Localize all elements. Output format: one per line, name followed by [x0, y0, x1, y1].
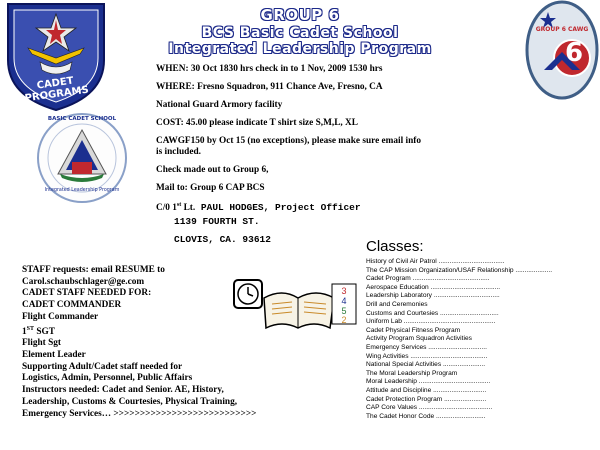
clipart-number-3: 5 [341, 306, 347, 316]
detail-where: WHERE: Fresno Squadron, 911 Chance Ave, Fresno, CA [156, 82, 383, 92]
class-item: Drill and Ceremonies [366, 300, 428, 308]
staff-commander: CADET COMMANDER [22, 300, 122, 311]
detail-when: WHEN: 30 Oct 1830 hrs check in to 1 Nov, 2009 1530 hrs [156, 64, 383, 74]
class-item: Customs and Courtesies ................................ [366, 309, 499, 317]
class-item: Emergency Services ................................ [366, 343, 487, 351]
staff-requests: STAFF requests: email RESUME to [22, 265, 165, 275]
class-item: Cadet Physical Fitness Program [366, 326, 461, 334]
detail-address-street: 1139 FOURTH ST. [174, 216, 260, 227]
clipart-number-4: 2 [341, 315, 347, 325]
staff-email: Carol.schaubschlager@ge.com [22, 276, 145, 287]
detail-address-city: CLOVIS, CA. 93612 [174, 234, 271, 245]
class-item: CAP Core Values ........................................ [366, 404, 493, 412]
class-item: National Special Activities ....................... [366, 361, 486, 369]
classes-list [366, 258, 598, 421]
group6-patch-number: 6 [564, 38, 584, 68]
center-seal-text-top: BASIC CADET SCHOOL [47, 116, 117, 122]
class-item: The Cadet Honor Code ........................... [366, 412, 486, 420]
staff-instructors-1: Instructors needed: Cadet and Senior. AE, History, [22, 385, 224, 396]
care-of-sup: st [176, 202, 182, 208]
class-item: Wing Activities .......................................... [366, 352, 488, 360]
clipart-number-2: 4 [341, 296, 347, 306]
detail-facility: National Guard Armory facility [156, 100, 283, 110]
class-item: Aerospace Education ...................................... [366, 283, 501, 291]
first-sgt-sup: ST [26, 325, 34, 332]
staff-flight-commander: Flight Commander [22, 311, 99, 322]
class-item: The CAP Mission Organization/USAF Relationship .................... [366, 266, 553, 274]
staff-element-leader: Element Leader [22, 350, 86, 361]
class-item: History of Civil Air Patrol .................................... [366, 258, 505, 265]
detail-check: Check made out to Group 6, [156, 165, 269, 175]
first-sgt-prefix: 1 [22, 326, 27, 337]
class-item: Attitude and Discipline ............................. [366, 386, 487, 394]
detail-care-of [156, 200, 361, 214]
clipart-number-1: 3 [341, 286, 347, 296]
first-sgt-suffix: SGT [34, 326, 55, 337]
title-line-school: BCS Basic Cadet School [201, 25, 399, 41]
staff-needed: CADET STAFF NEEDED FOR: [22, 288, 152, 299]
staff-instructors-2: Leadership, Customs & Courtesies, Physical Training, [22, 396, 238, 407]
detail-cost: COST: 45.00 please indicate T shirt size S,M,L, XL [156, 118, 358, 128]
class-item: The Moral Leadership Program [366, 369, 458, 377]
care-of-prefix: C/0 1 [156, 203, 177, 214]
staff-flight-sgt: Flight Sgt [22, 338, 61, 349]
detail-cawgf-line1: CAWGF150 by Oct 15 (no exceptions), please make sure email info [156, 136, 422, 146]
class-item: Moral Leadership ....................................... [366, 378, 491, 386]
care-of-name: PAUL HODGES, Project Officer [195, 202, 361, 214]
care-of-rank: Lt. [181, 203, 196, 214]
staff-support: Supporting Adult/Cadet staff needed for [22, 361, 183, 372]
class-item: Activity Program Squadron Activities [366, 335, 472, 343]
detail-cawgf-line2: is included. [156, 147, 201, 157]
classes-heading: Classes: [366, 238, 424, 255]
staff-first-sgt [22, 324, 362, 339]
detail-mail: Mail to: Group 6 CAP BCS [156, 183, 265, 193]
class-item: Cadet Program .......................................... [366, 275, 490, 283]
title-line-group: GROUP 6 [260, 6, 340, 24]
class-item: Leadership Laboratory .................................... [366, 292, 500, 300]
staff-logistics: Logistics, Admin, Personnel, Public Affairs [22, 373, 193, 384]
center-seal-text-bottom: Integrated Leadership Program [44, 188, 120, 193]
title-line-program: Integrated Leadership Program [168, 41, 432, 57]
group6-patch-label: GROUP 6 CAWG [535, 26, 589, 33]
class-item: Cadet Protection Program ....................... [366, 395, 487, 403]
staff-requests-block [22, 265, 362, 420]
staff-instructors-3: Emergency Services… >>>>>>>>>>>>>>>>>>>>>>>>>>> [22, 408, 257, 419]
cadet-programs-seal-text: CADET PROGRAMS [24, 75, 90, 105]
class-item: Uniform Lab .................................................. [366, 318, 496, 326]
